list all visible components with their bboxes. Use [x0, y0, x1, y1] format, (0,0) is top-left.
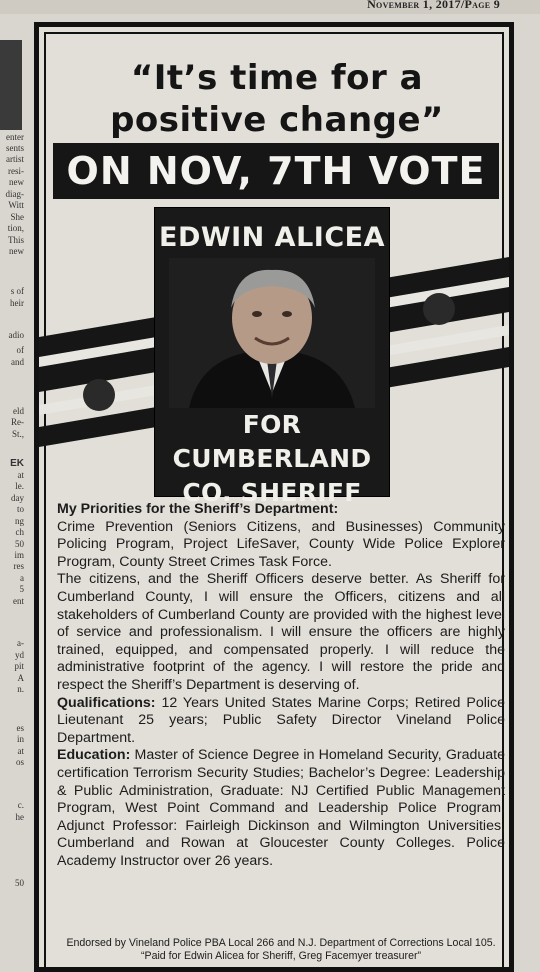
headline-line-1: “It’s time for a — [130, 58, 424, 98]
neighbor-text-fragment: ng — [15, 516, 24, 526]
neighbor-text-fragment: St., — [11, 429, 24, 439]
paid-for-text: “Paid for Edwin Alicea for Sheriff, Greg Facemyer treasurer” — [140, 950, 422, 962]
neighbor-text-fragment: day — [11, 493, 24, 503]
endorsement-text: Endorsed by Vineland Police PBA Local 266 and N.J. Department of Corrections Local 105. — [66, 937, 496, 949]
priorities-text: Crime Prevention (Seniors Citizens, and Businesses) Community Policing Program, Project LifeSaver, County Wide Police Explorer Program, County Street Crimes Task Force. — [57, 518, 505, 570]
neighbor-text-fragment: a- — [17, 638, 24, 648]
ad-body — [57, 501, 505, 870]
neighbor-text-fragment: 50 — [15, 539, 24, 549]
neighbor-text-fragment: he — [15, 812, 24, 822]
neighbor-text-fragment: Witt — [8, 200, 24, 210]
office-line-2: CO. SHERIFF — [182, 478, 362, 507]
neighbor-text-fragment: artist — [6, 154, 24, 164]
badge-right-icon — [423, 293, 455, 325]
qualifications-text: 12 Years United States Marine Corps; Retired Police Lieutenant 25 years; Public Safety Director Vineland Police Department. — [57, 694, 505, 746]
ad-headline — [57, 57, 497, 141]
neighbor-text-fragment: new — [9, 246, 24, 256]
neighbor-text-fragment: tion, — [7, 223, 24, 233]
neighbor-text-fragment: EK — [10, 458, 24, 469]
neighbor-text-fragment: c. — [17, 800, 24, 810]
neighbor-text-fragment: s of — [10, 286, 24, 296]
priorities-heading: My Priorities for the Sheriff’s Department: — [57, 501, 339, 517]
headline-line-2: positive change” — [110, 100, 444, 140]
neighbor-text-fragment: n. — [17, 684, 24, 694]
neighbor-text-fragment: yd — [15, 650, 24, 660]
neighbor-photo — [0, 40, 22, 130]
neighbor-text-fragment: A — [17, 673, 24, 683]
neighbor-text-fragment: and — [11, 357, 24, 367]
neighbor-text-fragment: of — [16, 345, 24, 355]
neighbor-text-fragment: Re- — [11, 417, 24, 427]
neighbor-text-fragment: adio — [8, 330, 24, 340]
qualifications-label: Qualifications: — [57, 694, 156, 711]
neighbor-text-fragment: os — [15, 757, 24, 767]
neighbor-text-fragment: 5 — [19, 584, 24, 594]
neighbor-text-fragment: new — [9, 177, 24, 187]
neighbor-text-fragment: This — [7, 235, 24, 245]
candidate-panel — [154, 207, 390, 507]
neighbor-text-fragment: ch — [15, 527, 24, 537]
page-folio: November 1, 2017/Page 9 — [367, 0, 500, 11]
candidate-name: EDWIN ALICEA — [159, 222, 385, 253]
education-text: Master of Science Degree in Homeland Security, Graduate certification Terrorism Security Studies; Bachelor’s Degree: Leadership & Public Administration, Graduate: NJ Certified Public Management Program, West Point Command and Leadership Police Program. Adjunct Professor: Fairleigh Dickinson and Wilmington Universities, Cumberland and Rowan at Gloucester County Colleges. Police Academy Instructor over 26 years. — [57, 747, 505, 869]
neighbor-text-fragment: a — [20, 573, 24, 583]
candidate-office — [155, 408, 389, 510]
vote-banner: ON NOV, 7TH VOTE — [53, 143, 499, 199]
endorsement-block — [57, 937, 505, 963]
neighbor-text-fragment: res — [13, 561, 24, 571]
neighbor-text-fragment: in — [16, 734, 24, 744]
neighbor-text-fragment: heir — [10, 298, 24, 308]
neighbor-text-fragment: pit — [14, 661, 24, 671]
neighbor-text-fragment: le. — [15, 481, 24, 491]
neighbor-text-fragment: ent — [13, 596, 24, 606]
page-header-strip — [0, 0, 540, 14]
neighbor-column — [0, 40, 26, 960]
neighbor-text-fragment: resi- — [8, 166, 24, 176]
candidate-portrait — [169, 258, 375, 408]
neighbor-text-fragment: to — [16, 504, 24, 514]
education-label: Education: — [57, 747, 131, 764]
neighbor-text-fragment: es — [16, 723, 24, 733]
badge-left-icon — [83, 379, 115, 411]
neighbor-text-fragment: enter — [6, 132, 24, 142]
neighbor-text-fragment: diag- — [5, 189, 24, 199]
education — [57, 747, 505, 870]
neighbor-text-fragment: sents — [6, 143, 24, 153]
neighbor-text-fragment: at — [17, 470, 24, 480]
neighbor-text-fragment: 50 — [15, 878, 24, 888]
qualifications — [57, 695, 505, 748]
neighbor-text-fragment: im — [14, 550, 24, 560]
office-line-1: FOR CUMBERLAND — [172, 410, 372, 473]
campaign-ad — [34, 22, 514, 972]
neighbor-text-fragment: at — [17, 746, 24, 756]
statement-text: The citizens, and the Sheriff Officers deserve better. As Sheriff for Cumberland County, I will ensure the Officers, citizens and all stakeholders of Cumberland County are provided with the highest level of service and professionalism. I will ensure the officers are highly trained, equipped, and compensated properly. I will reduce the administrative footprint of the agency. I will restore the pride and respect the Sheriff’s Department is deserving of. — [57, 571, 505, 693]
neighbor-text-fragment: eld — [13, 406, 24, 416]
neighbor-text-fragment: She — [10, 212, 24, 222]
